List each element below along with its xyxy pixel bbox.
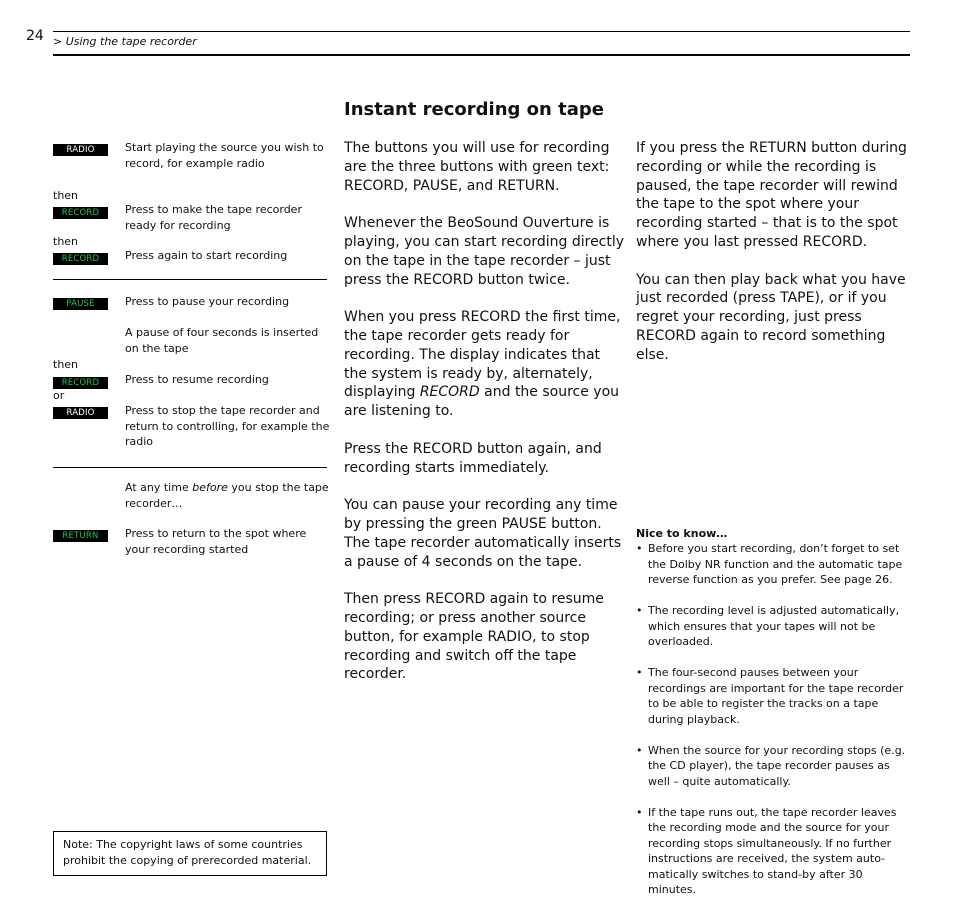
paragraph: Then press RECORD again to resume recording; or press another source button, for example RADIO, to stop recording and switch off the tape recorder. (344, 591, 604, 683)
step-press-again: Press again to start recording (125, 249, 288, 262)
record-button-badge: RECORD (53, 377, 108, 389)
page-title: Instant recording on tape (344, 99, 604, 120)
paragraph: Press the RECORD button again, and recording starts immediately. (344, 440, 602, 476)
paragraph: You can pause your recording any time by pressing the green PAUSE button. The tape recorder automatically inserts a pause of 4 seconds on the tape. (344, 497, 622, 570)
list-item: • The recording level is adjusted automatically, which ensures that your tapes will not be overloaded. (636, 603, 911, 650)
paragraph: You can then play back what you have just recorded (press TAPE), or if you regret your recording, just press RECORD again to record something else. (636, 271, 906, 363)
paragraph: Whenever the BeoSound Ouverture is playing, you can start recording directly on the tape in the tape recorder – just press the RECORD button twice. (344, 215, 625, 288)
connector-then: then (53, 235, 79, 248)
step-make-ready: Press to make the tape recorder ready for recording (125, 203, 302, 232)
return-button-badge: RETURN (53, 530, 108, 542)
steps-divider (53, 279, 327, 280)
nice-to-know-title: Nice to know… (636, 527, 728, 540)
connector-then: then (53, 358, 79, 371)
list-item: • Before you start recording, don’t forget to set the Dolby NR function and the automatic tape reverse function as you prefer. See page 26. (636, 541, 911, 588)
section-breadcrumb: > Using the tape recorder (53, 35, 197, 48)
copyright-note: Note: The copyright laws of some countries prohibit the copying of prerecorded material. (53, 831, 327, 876)
body-right-column (636, 139, 911, 383)
header-bottom-rule (53, 54, 910, 56)
paragraph: When you press RECORD the first time, the tape recorder gets ready for recording. The display indicates that the system is ready by, alternately, displaying RECORD and the source you are listening to. (344, 309, 621, 420)
step-stop-recorder: Press to stop the tape recorder and return to controlling, for example the radio (125, 404, 330, 448)
step-return-spot: Press to return to the spot where your recording started (125, 527, 307, 556)
step-any-time: At any time before you stop the tape recorder… (125, 481, 329, 510)
list-item: • When the source for your recording stops (e.g. the CD player), the tape recorder pauses as well – quite automatically. (636, 743, 911, 790)
nice-to-know-list (636, 541, 911, 913)
radio-button-badge: RADIO (53, 144, 108, 156)
connector-then: then (53, 189, 79, 202)
connector-or: or (53, 389, 65, 402)
body-middle-column (344, 139, 626, 703)
paragraph: If you press the RETURN button during recording or while the recording is paused, the tape recorder will rewind the tape to the spot where your recording started – that is to the spot where you last pressed RECORD. (636, 140, 907, 250)
record-button-badge: RECORD (53, 207, 108, 219)
list-item: • The four-second pauses between your recordings are important for the tape recorder to be able to register the tracks on a tape during playback. (636, 665, 911, 727)
radio-button-badge: RADIO (53, 407, 108, 419)
step-start-source: Start playing the source you wish to record, for example radio (125, 141, 324, 170)
record-button-badge: RECORD (53, 253, 108, 265)
step-resume: Press to resume recording (125, 373, 269, 386)
paragraph: The buttons you will use for recording are the three buttons with green text: RECORD, PAUSE, and RETURN. (344, 140, 610, 194)
pause-button-badge: PAUSE (53, 298, 108, 310)
page-number: 24 (26, 28, 44, 44)
list-item: • If the tape runs out, the tape recorder leaves the recording mode and the source for your recording stops simultaneously. If no further instructions are received, the system automatically switches to stand-by after 30 minutes. (636, 805, 911, 898)
step-pause-recording: Press to pause your recording (125, 295, 290, 308)
step-pause-inserted: A pause of four seconds is inserted on the tape (125, 326, 319, 355)
header-top-rule (53, 31, 910, 32)
steps-divider (53, 467, 327, 468)
